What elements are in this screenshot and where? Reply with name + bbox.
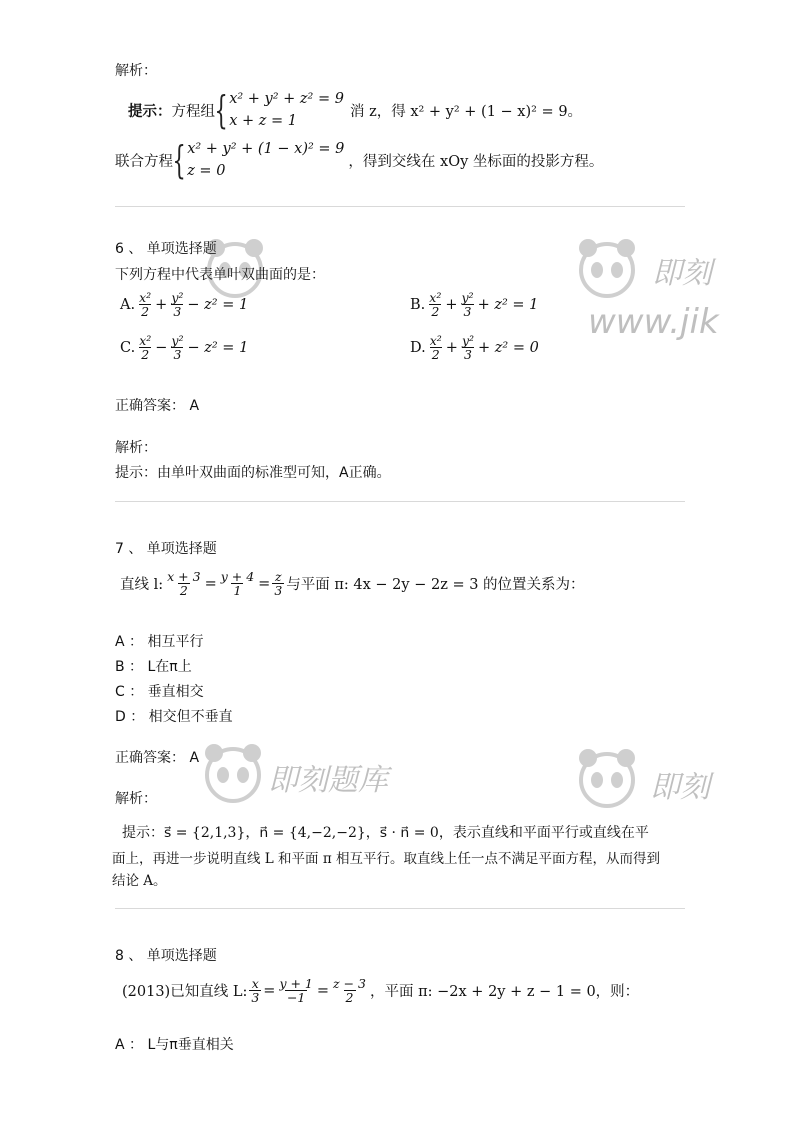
watermark-url: www.jik [588, 302, 719, 342]
divider [115, 501, 685, 502]
q8-stem-lead: (2013)已知直线 L: [122, 984, 248, 1000]
q5-union-after: ，得到交线在 xOy 坐标面的投影方程。 [348, 153, 604, 170]
q5-system1-eq1: x² + y² + z² = 9 [229, 91, 344, 107]
watermark-text: 即刻题库 [268, 763, 388, 798]
q7-option-d[interactable]: D ： 相交但不垂直 [115, 709, 233, 725]
watermark-text: 即刻 [652, 256, 712, 291]
q6-option-b-tail: + z² = 1 [477, 296, 539, 313]
q5-system2-eq1: x² + y² + (1 − x)² = 9 [187, 141, 345, 157]
q6-option-a-label: A. [120, 296, 136, 313]
q8-header: 8 、 单项选择题 [115, 948, 217, 964]
q8-stem-tail: ，平面 π: −2x + 2y + z − 1 = 0，则： [370, 984, 640, 1000]
q7-hint-line1: 提示：s⃗ = {2,1,3}，n⃗ = {4,−2,−2}，s⃗ · n⃗ = 0，表示直线和平面平行或直线在平 [122, 825, 649, 841]
panda-watermark-icon [200, 232, 270, 302]
q8-option-a[interactable]: A ： L与π垂直相关 [115, 1037, 234, 1053]
q7-hint-line2: 面上，再进一步说明直线 L 和平面 π 相互平行。取直线上任一点不满足平面方程，从而得到 [112, 851, 661, 867]
q5-union-lead: 联合方程 [115, 153, 173, 170]
q5-system1-eq2: x + z = 1 [229, 113, 297, 129]
q6-option-d-tail: + z² = 0 [478, 339, 539, 356]
q6-option-b-label: B. [410, 296, 426, 313]
q6-answer: 正确答案： A [115, 398, 200, 414]
q7-analysis-label: 解析： [115, 791, 157, 807]
q8-stem: (2013)已知直线 L: $\frac{x}{3}$ = $\frac{y + 1}{-1}$ = $\frac{z - 3}{2}$ ，平面 π: −2x + 2y + z − 1 = 0，则： [122, 976, 640, 1005]
q5-hint-after: 消 z，得 x² + y² + (1 − x)² = 9。 [349, 103, 583, 120]
q6-option-a[interactable]: A. $\frac{\text{x²}}{2}$ + $\frac{\text{y²}}{3}$ − z² = 1 [120, 290, 249, 319]
q5-union-line [115, 138, 603, 182]
q7-hint-line3: 结论 A。 [112, 873, 167, 889]
panda-watermark-icon [198, 737, 268, 807]
q7-stem-lead: 直线 l: [120, 577, 164, 593]
divider [115, 908, 685, 909]
q7-option-c[interactable]: C ： 垂直相交 [115, 684, 204, 700]
panda-watermark-icon [572, 742, 642, 812]
q7-option-a[interactable]: A ： 相互平行 [115, 634, 204, 650]
q7-stem: 直线 l: $\frac{x + 3}{2}$ = $\frac{y + 4}{1}$ = $\frac{z}{3}$ 与平面 π: 4x − 2y − 2z = 3 的位置关系为： [120, 569, 585, 598]
panda-watermark-icon [572, 232, 642, 302]
q6-option-c-tail: − z² = 1 [187, 339, 249, 356]
divider [115, 206, 685, 207]
q6-question: 下列方程中代表单叶双曲面的是： [115, 267, 325, 283]
q6-option-b[interactable]: B. $\frac{\text{x²}}{2}$ + $\frac{\text{y²}}{3}$ + z² = 1 [410, 290, 539, 319]
q6-header: 6 、 单项选择题 [115, 241, 217, 257]
q6-option-d[interactable]: D. $\frac{\text{x²}}{2}$ + $\frac{\text{y²}}{3}$ + z² = 0 [410, 333, 539, 362]
q7-answer: 正确答案： A [115, 750, 200, 766]
q5-hint-prefix: 提示： [128, 102, 172, 120]
q7-stem-tail: 与平面 π: 4x − 2y − 2z = 3 的位置关系为： [286, 577, 585, 593]
q5-hint-line [128, 88, 582, 132]
q5-system2-eq2: z = 0 [187, 163, 226, 179]
q6-option-d-label: D. [410, 339, 426, 356]
q7-option-b[interactable]: B ： L在π上 [115, 659, 192, 675]
q5-analysis-label: 解析： [115, 63, 157, 79]
watermark-text: 即刻 [650, 770, 710, 805]
q6-option-a-tail: − z² = 1 [187, 296, 249, 313]
q5-equation-system-2: { x² + y² + (1 − x)² = 9 z = 0 [172, 138, 345, 182]
q6-hint: 提示：由单叶双曲面的标准型可知，A正确。 [115, 465, 391, 481]
q5-system-lead: 方程组 [171, 103, 215, 120]
q6-option-c-label: C. [120, 339, 136, 356]
q6-option-c[interactable]: C. $\frac{\text{x²}}{2}$ − $\frac{\text{y²}}{3}$ − z² = 1 [120, 333, 249, 362]
q7-header: 7 、 单项选择题 [115, 541, 217, 557]
q5-equation-system-1: { x² + y² + z² = 9 x + z = 1 [214, 88, 344, 132]
q6-analysis-label: 解析： [115, 440, 157, 456]
